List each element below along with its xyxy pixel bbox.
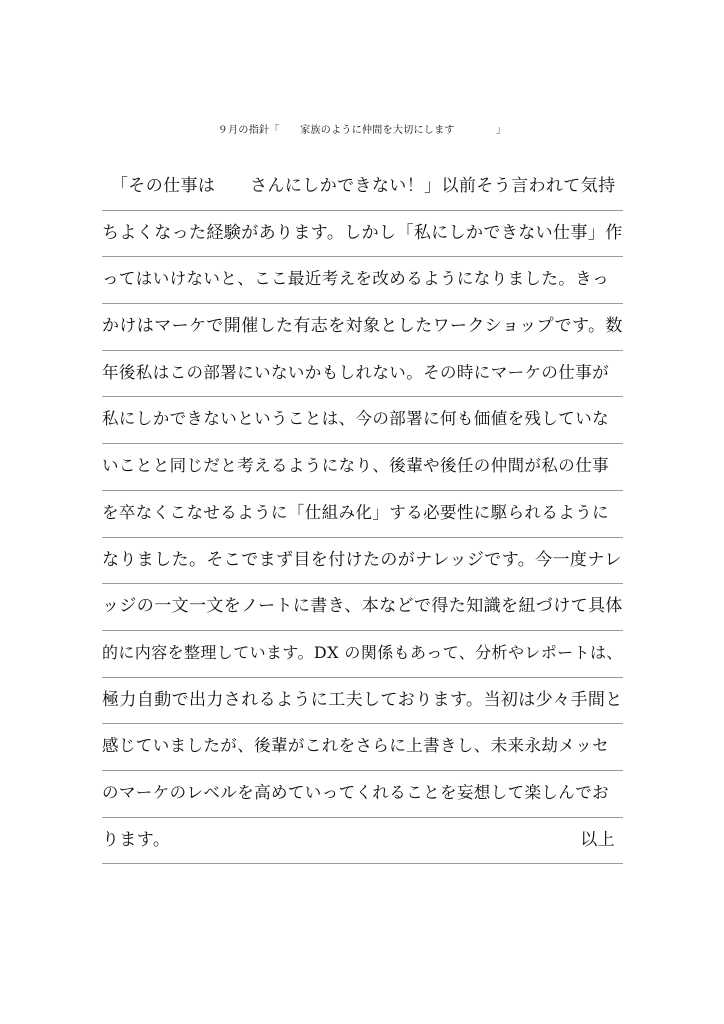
text-line: 年後私はこの部署にいないかもしれない。その時にマーケの仕事が — [102, 351, 623, 398]
text-line: なりました。そこでまず目を付けたのがナレッジです。今一度ナレ — [102, 538, 623, 585]
text-line: を卒なくこなせるように「仕組み化」する必要性に駆られるように — [102, 491, 623, 538]
text-line: ちよくなった経験があります。しかし「私にしかできない仕事」作 — [102, 211, 623, 258]
text-line: ってはいけないと、ここ最近考えを改めるようになりました。きっ — [102, 257, 623, 304]
final-line — [102, 818, 623, 865]
closing-word: 以上 — [580, 829, 615, 850]
text-line: 私にしかできないということは、今の部署に何も価値を残していな — [102, 397, 623, 444]
text-line: 的に内容を整理しています。DX の関係もあって、分析やレポートは、 — [102, 631, 623, 678]
text-line: いことと同じだと考えるようになり、後輩や後任の仲間が私の仕事 — [102, 444, 623, 491]
text-line: 「その仕事は さんにしかできない！」以前そう言われて気持 — [102, 164, 623, 211]
essay-body — [102, 164, 623, 864]
text-line: 感じていましたが、後輩がこれをさらに上書きし、未来永劫メッセ — [102, 724, 623, 771]
text-line-content: ります。 — [102, 829, 171, 850]
text-line: ッジの一文一文をノートに書き、本などで得た知識を紐づけて具体 — [102, 584, 623, 631]
document-title: ９月の指針「 家族のように仲間を大切にします 」 — [217, 125, 507, 136]
text-line: のマーケのレベルを高めていってくれることを妄想して楽しんでお — [102, 771, 623, 818]
text-line: 極力自動で出力されるように工夫しております。当初は少々手間と — [102, 678, 623, 725]
text-line: かけはマーケで開催した有志を対象としたワークショップです。数 — [102, 304, 623, 351]
